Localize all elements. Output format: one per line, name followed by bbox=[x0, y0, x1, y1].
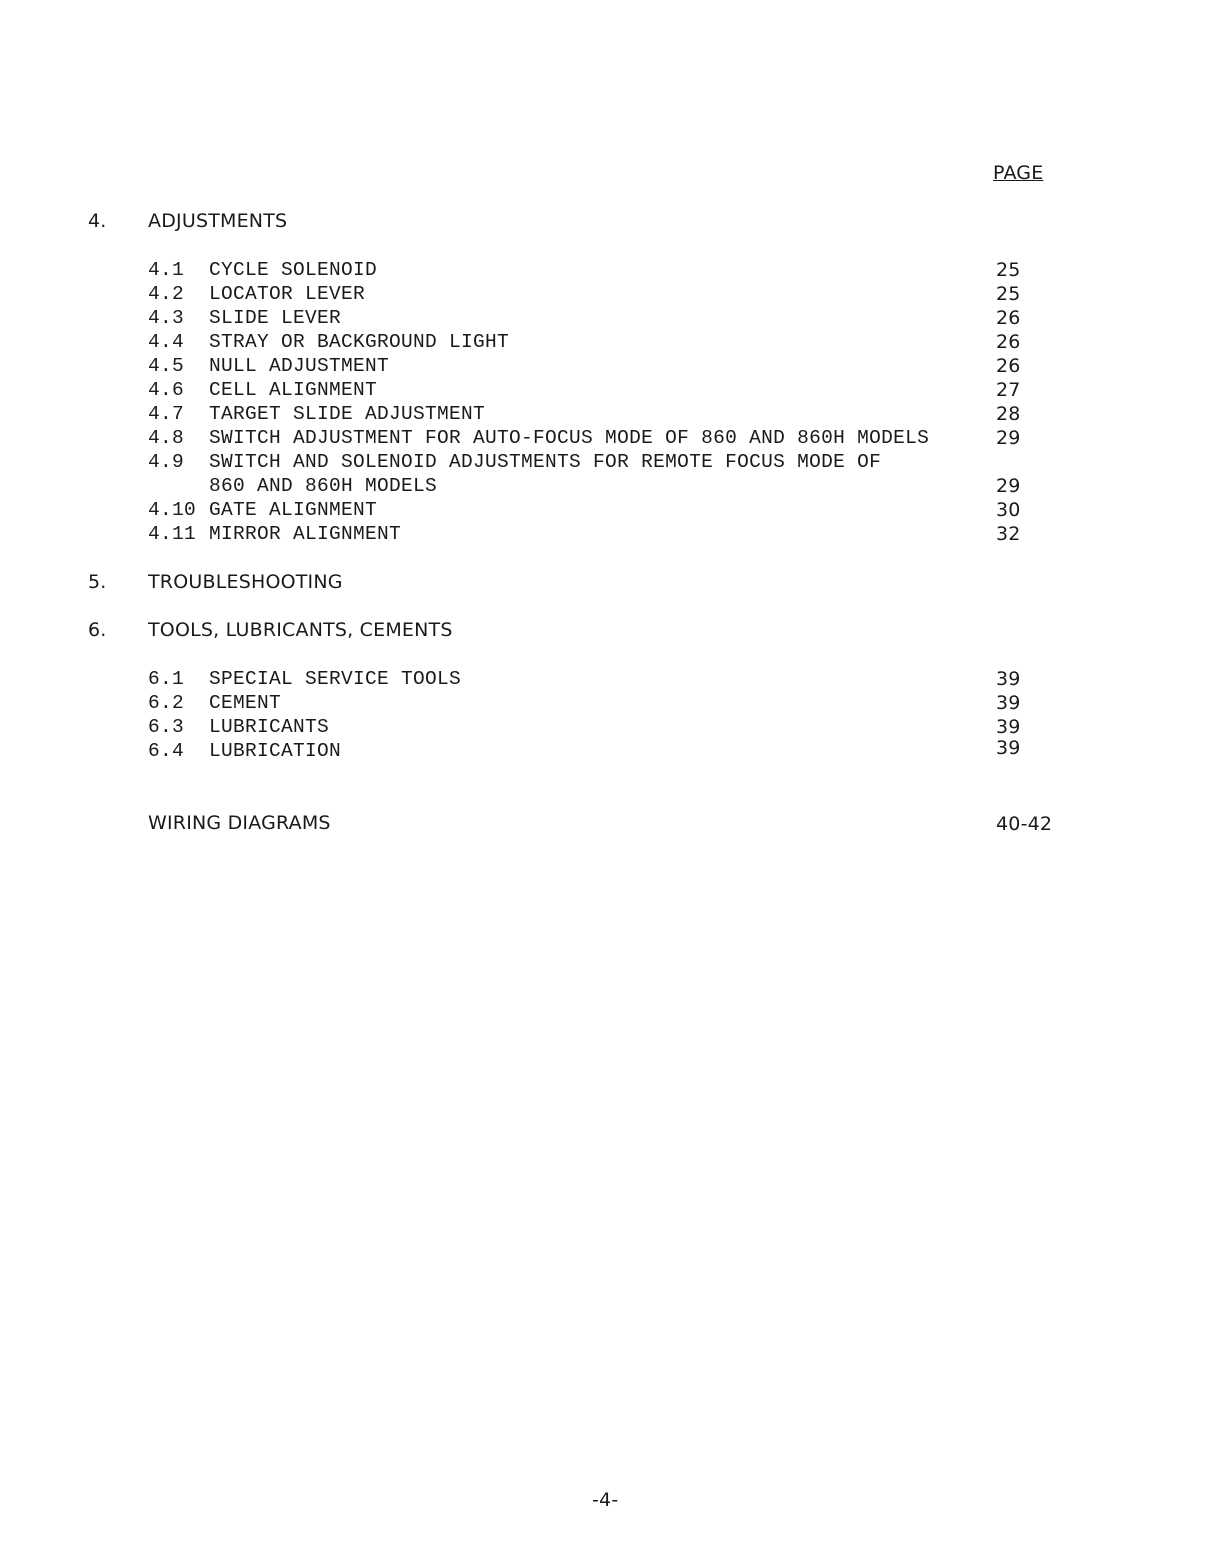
entry-number: 4.11 bbox=[148, 523, 197, 545]
page-number-footer: -4- bbox=[592, 1489, 619, 1511]
entry-title: SLIDE LEVER bbox=[209, 307, 342, 329]
entry-number: 4.2 bbox=[148, 283, 185, 305]
entry-number: 4.7 bbox=[148, 403, 185, 425]
entry-page: 39 bbox=[996, 668, 1021, 690]
entry-page: 39 bbox=[996, 692, 1021, 714]
entry-title: CYCLE SOLENOID bbox=[209, 259, 378, 281]
section-number: 4. bbox=[88, 210, 107, 232]
entry-page: 25 bbox=[996, 283, 1021, 305]
entry-page: 27 bbox=[996, 379, 1021, 401]
entry-number: 4.9 bbox=[148, 451, 185, 473]
entry-number: 4.6 bbox=[148, 379, 185, 401]
entry-number: 4.8 bbox=[148, 427, 185, 449]
entry-page: 39 bbox=[996, 737, 1021, 759]
entry-title: LUBRICANTS bbox=[209, 716, 330, 738]
entry-title-continuation: 860 AND 860H MODELS bbox=[209, 475, 438, 497]
entry-page: 25 bbox=[996, 259, 1021, 281]
entry-title: CELL ALIGNMENT bbox=[209, 379, 378, 401]
section-title: ADJUSTMENTS bbox=[148, 210, 288, 232]
entry-page: 30 bbox=[996, 499, 1021, 521]
entry-page: 32 bbox=[996, 523, 1021, 545]
section-title: TROUBLESHOOTING bbox=[148, 571, 343, 593]
entry-title: NULL ADJUSTMENT bbox=[209, 355, 390, 377]
entry-page: 28 bbox=[996, 403, 1021, 425]
entry-page: 26 bbox=[996, 331, 1021, 353]
section-number: 6. bbox=[88, 619, 107, 641]
entry-number: 6.3 bbox=[148, 716, 185, 738]
section-number: 5. bbox=[88, 571, 107, 593]
entry-page: 40-42 bbox=[996, 813, 1053, 835]
entry-title: MIRROR ALIGNMENT bbox=[209, 523, 402, 545]
entry-title: STRAY OR BACKGROUND LIGHT bbox=[209, 331, 510, 353]
entry-number: 6.2 bbox=[148, 692, 185, 714]
entry-number: 4.1 bbox=[148, 259, 185, 281]
entry-title: LOCATOR LEVER bbox=[209, 283, 366, 305]
entry-number: 4.3 bbox=[148, 307, 185, 329]
entry-number: 4.4 bbox=[148, 331, 185, 353]
entry-page: 26 bbox=[996, 307, 1021, 329]
entry-title: CEMENT bbox=[209, 692, 282, 714]
entry-number: 4.10 bbox=[148, 499, 197, 521]
entry-number: 6.1 bbox=[148, 668, 185, 690]
entry-number: 6.4 bbox=[148, 740, 185, 762]
entry-page: 39 bbox=[996, 716, 1021, 738]
entry-title: SWITCH AND SOLENOID ADJUSTMENTS FOR REMOTE FOCUS MODE OF bbox=[209, 451, 882, 473]
entry-title: SPECIAL SERVICE TOOLS bbox=[209, 668, 462, 690]
entry-number: 4.5 bbox=[148, 355, 185, 377]
entry-title: SWITCH ADJUSTMENT FOR AUTO-FOCUS MODE OF 860 AND 860H MODELS bbox=[209, 427, 930, 449]
entry-page: 26 bbox=[996, 355, 1021, 377]
entry-title: WIRING DIAGRAMS bbox=[148, 812, 331, 834]
entry-title: GATE ALIGNMENT bbox=[209, 499, 378, 521]
section-title: TOOLS, LUBRICANTS, CEMENTS bbox=[148, 619, 453, 641]
entry-title: LUBRICATION bbox=[209, 740, 342, 762]
entry-page: 29 bbox=[996, 475, 1021, 497]
page-column-header: PAGE bbox=[993, 162, 1044, 184]
entry-page: 29 bbox=[996, 427, 1021, 449]
entry-title: TARGET SLIDE ADJUSTMENT bbox=[209, 403, 486, 425]
